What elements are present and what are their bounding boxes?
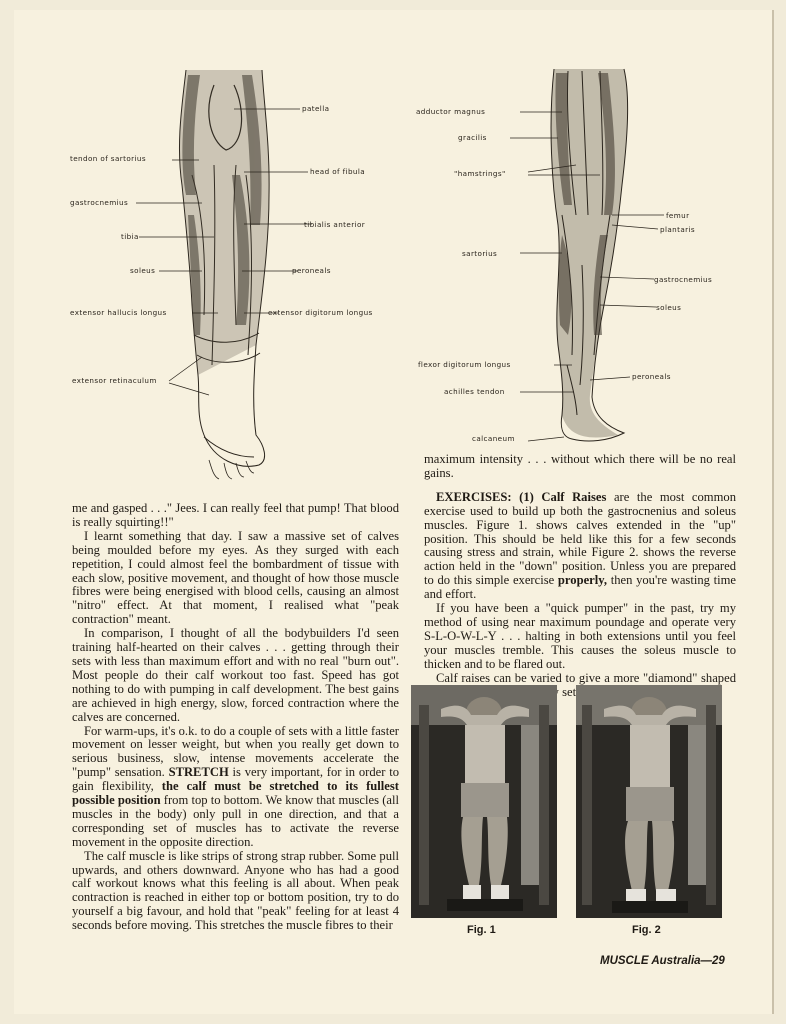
label-gastrocnemius: gastrocnemius <box>70 198 129 207</box>
paragraph: In comparison, I thought of all the bodybuilders I'd seen training half-hearted on their calves . . . getting through their sets with less than maximum effort and with no real "burn out". Most people do their calf workout too fast. Speed has got nothing to do with pumping in calf development. The best gains are achieved in high energy, slow, forced contraction where the calves are concerned. <box>72 626 399 724</box>
bold-properly: properly, <box>557 573 608 588</box>
back-leg-drawing <box>412 65 752 455</box>
label-patella: patella <box>302 104 330 113</box>
label-tibialis-anterior: tibialis anterior <box>304 220 366 229</box>
label-tibia: tibia <box>121 232 139 241</box>
front-leg-drawing <box>64 65 404 485</box>
page-footer: MUSCLE Australia—29 <box>600 955 725 967</box>
right-text-column <box>424 453 736 699</box>
label-gastrocnemius-right: gastrocnemius <box>654 275 713 284</box>
text-run: are the most common exercise used to build up both the gastrocnenius and soleus muscles. Figure 1. shows calves extended in the "up" position. This should be held like this for a few seconds causing stress and strain, while Figure 2. shows the reverse action held in the "down" position. Unless you are prepared to do this simple exercise <box>424 489 736 588</box>
label-calcaneum: calcaneum <box>472 434 515 443</box>
bold-emphasis: the calf must be stretched to its fullest possible position <box>72 779 399 808</box>
photo-fig1 <box>411 685 557 918</box>
label-hamstrings: "hamstrings" <box>454 169 506 178</box>
magazine-page <box>14 10 774 1014</box>
paragraph <box>72 725 399 850</box>
bold-stretch: STRETCH <box>168 765 229 780</box>
paragraph: me and gasped . . ." Jees. I can really feel that pump! That blood is really squirting!!" <box>72 501 399 529</box>
paragraph: The calf muscle is like strips of strong strap rubber. Some pull upwards, and others downward. Anyone who has had a good calf workout knows what this feeling is all about. When peak contraction is reached in either top or bottom position, try to do yourself a big favour, and hold that "peak" feeling for at least 4 seconds before moving. This stretches the muscle fibres to their <box>72 848 399 933</box>
text-run: For warm-ups, it's o.k. to do a couple of sets with a little faster movement on lesser weight, but when you really get down to serious business, slow, intense movements accelerate the "pump" sensation. <box>72 723 399 780</box>
text-run: from top to bottom. We know that muscles (all muscles in the body) only pull in one direction, and that a corresponding set of muscles has to activate the reverse movement in the opposite direction. <box>72 793 399 849</box>
paragraph: If you have been a "quick pumper" in the past, try my method of using near maximum poundage and operate very S-L-O-W-L-Y . . . halting in both extensions until you feel your muscles tremble. This causes the soleus muscle to thicken and to be flared out. <box>424 601 736 671</box>
label-femur: femur <box>666 211 690 220</box>
photo-fig2 <box>576 685 722 918</box>
label-plantaris: plantaris <box>660 225 696 234</box>
caption-fig1: Fig. 1 <box>467 924 496 936</box>
label-soleus-left: soleus <box>130 266 156 275</box>
label-flexor: flexor digitorum longus <box>418 360 511 369</box>
label-sartorius: sartorius <box>462 249 498 258</box>
paragraph: maximum intensity . . . without which there will be no real gains. <box>424 452 736 480</box>
label-ext-digitorum: extensor digitorum longus <box>268 308 373 317</box>
photo-fig2-image <box>576 685 722 918</box>
paragraph <box>424 491 736 602</box>
label-ext-hallucis: extensor hallucis longus <box>70 308 167 317</box>
caption-fig2: Fig. 2 <box>632 924 661 936</box>
label-peroneals-right: peroneals <box>632 372 671 381</box>
anatomy-figure-front-leg <box>64 65 404 485</box>
text-run: is very important, for in order to gain flexibility, <box>72 765 399 794</box>
paragraph: I learnt something that day. I saw a massive set of calves being moulded before my eyes. As they surged with each repetition, I could almost feel the bombardment of tissue with each slow, positive movement, and thought of how those muscle fibres were being energised with blood cells, causing an almost "nitro" effect. At that moment, I realised what "peak contraction" meant. <box>72 528 399 627</box>
label-soleus-right: soleus <box>656 303 682 312</box>
label-achilles: achilles tendon <box>444 387 505 396</box>
left-text-column <box>72 502 399 933</box>
label-ext-retinaculum: extensor retinaculum <box>72 376 157 385</box>
bold-exercises: EXERCISES: (1) Calf Raises <box>436 489 607 504</box>
anatomy-figure-back-leg <box>412 65 752 455</box>
label-peroneals-left: peroneals <box>292 266 331 275</box>
text-run: then you're wasting time and effort. <box>424 573 736 602</box>
photo-fig1-image <box>411 685 557 918</box>
paragraph: Calf raises can be varied to give a more "diamond" shaped sets <box>436 670 736 699</box>
label-gracilis: gracilis <box>458 133 487 142</box>
label-tendon-sartorius: tendon of sartorius <box>70 154 146 163</box>
label-adductor: adductor magnus <box>416 107 486 116</box>
label-head-fibula: head of fibula <box>310 167 366 176</box>
